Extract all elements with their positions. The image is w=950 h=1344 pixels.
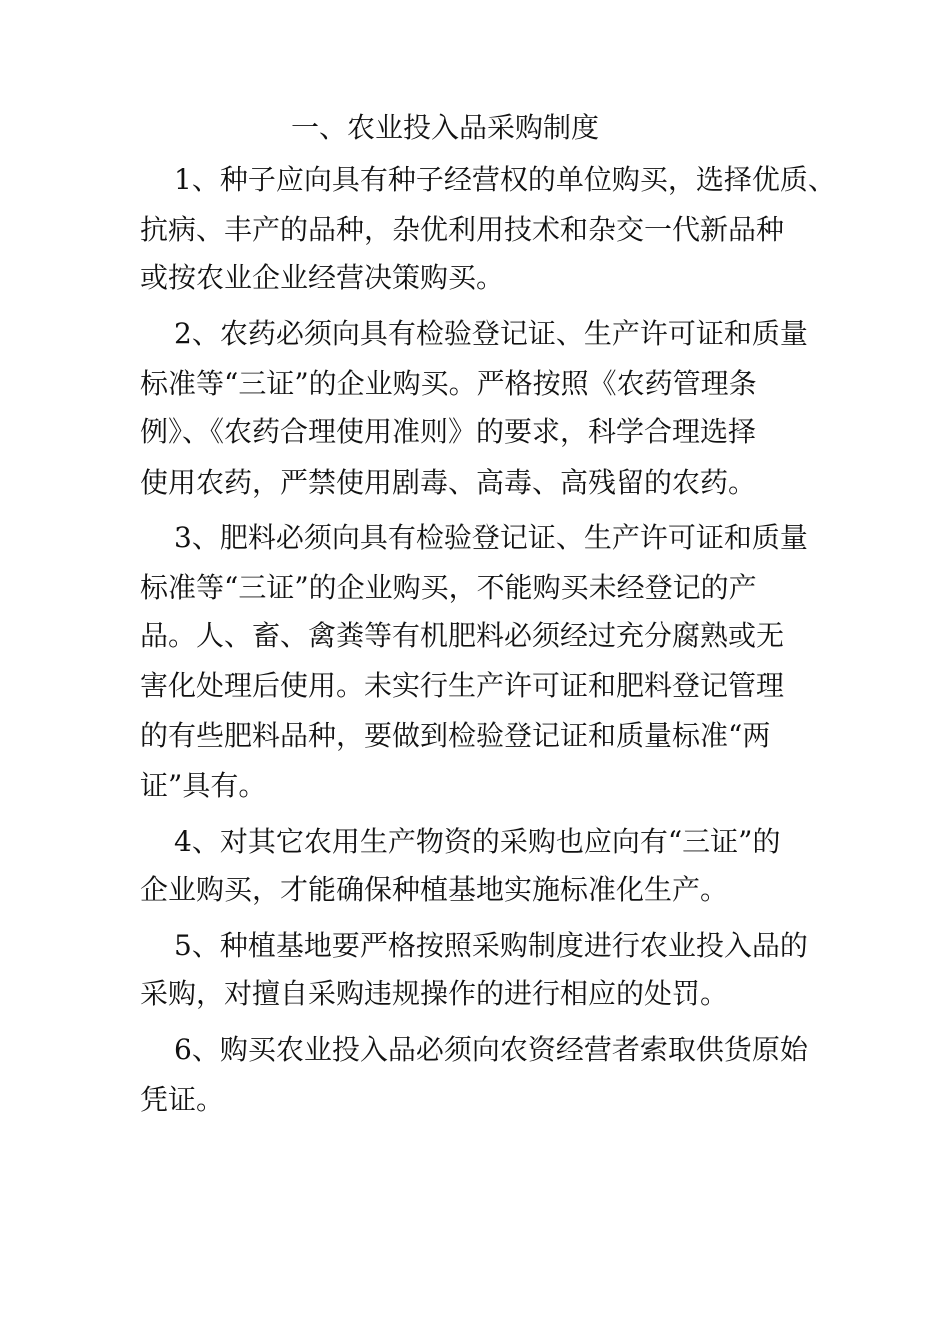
paragraph-3-line-5: 的有些肥料品种，要做到检验登记证和质量标准“两 (140, 719, 771, 752)
paragraph-2-line-3: 例》、《农药合理使用准则》的要求，科学合理选择 (140, 415, 757, 448)
paragraph-3-line-6: 证”具有。 (140, 769, 267, 802)
paragraph-5-line-1: 5、种植基地要严格按照采购制度进行农业投入品的 (174, 929, 808, 962)
paragraph-6-line-2: 凭证。 (140, 1083, 225, 1116)
paragraph-1-line-3: 或按农业企业经营决策购买。 (140, 261, 505, 294)
document-title: 一、农业投入品采购制度 (291, 111, 600, 144)
paragraph-1-line-2: 抗病、丰产的品种，杂优利用技术和杂交一代新品种 (140, 213, 785, 246)
paragraph-2-line-1: 2、农药必须向具有检验登记证、生产许可证和质量 (174, 317, 808, 350)
paragraph-3-line-4: 害化处理后使用。未实行生产许可证和肥料登记管理 (140, 669, 785, 702)
paragraph-1-line-1: 1、种子应向具有种子经营权的单位购买，选择优质、 (174, 163, 836, 196)
paragraph-5-line-2: 采购，对擅自采购违规操作的进行相应的处罚。 (140, 977, 729, 1010)
paragraph-3-line-2: 标准等“三证”的企业购买，不能购买未经登记的产 (140, 571, 757, 604)
paragraph-2-line-2: 标准等“三证”的企业购买。严格按照《农药管理条 (140, 367, 757, 400)
paragraph-3-line-3: 品。人、畜、禽粪等有机肥料必须经过充分腐熟或无 (140, 619, 785, 652)
paragraph-6-line-1: 6、购买农业投入品必须向农资经营者索取供货原始 (174, 1033, 808, 1066)
paragraph-3-line-1: 3、肥料必须向具有检验登记证、生产许可证和质量 (174, 521, 808, 554)
paragraph-2-line-4: 使用农药，严禁使用剧毒、高毒、高残留的农药。 (140, 466, 757, 499)
paragraph-4-line-1: 4、对其它农用生产物资的采购也应向有“三证”的 (174, 825, 781, 858)
paragraph-4-line-2: 企业购买，才能确保种植基地实施标准化生产。 (140, 873, 729, 906)
